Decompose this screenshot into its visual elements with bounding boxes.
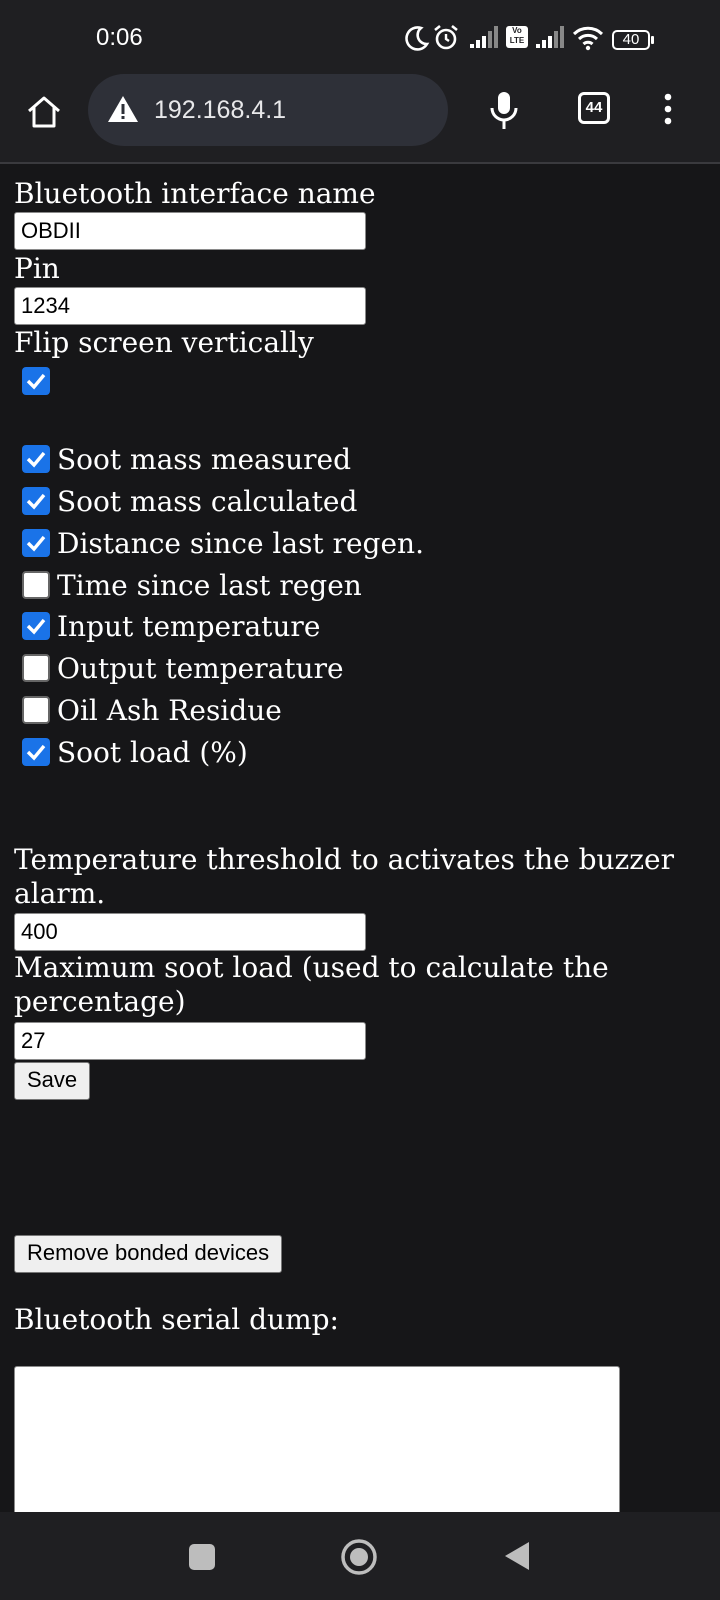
browser-toolbar: [0, 80, 720, 164]
bt-name-label: Bluetooth interface name: [14, 177, 376, 210]
serial-dump-label: Bluetooth serial dump:: [14, 1303, 339, 1336]
url-text: 192.168.4.1: [154, 96, 287, 124]
check-icon: [25, 615, 47, 637]
moon-icon: [404, 24, 430, 52]
warning-icon[interactable]: [106, 94, 140, 124]
address-bar[interactable]: [88, 74, 448, 146]
temp-threshold-label-line1: Temperature threshold to activates the buzzer: [14, 843, 674, 876]
option-checkbox[interactable]: [22, 738, 50, 766]
more-icon[interactable]: [662, 92, 674, 128]
check-icon: [25, 448, 47, 470]
back-icon[interactable]: [503, 1540, 531, 1572]
alarm-icon: [432, 24, 460, 52]
pin-label: Pin: [14, 252, 60, 285]
option-checkbox[interactable]: [22, 654, 50, 682]
option-checkbox[interactable]: [22, 487, 50, 515]
status-time: 0:06: [96, 24, 143, 51]
home-icon[interactable]: [340, 1538, 378, 1576]
system-nav-bar: [0, 1512, 720, 1600]
serial-dump-textarea[interactable]: [14, 1366, 620, 1516]
option-label: Soot load (%): [57, 736, 248, 769]
option-checkbox[interactable]: [22, 445, 50, 473]
option-checkbox[interactable]: [22, 696, 50, 724]
mic-icon[interactable]: [488, 90, 520, 132]
option-checkbox[interactable]: [22, 612, 50, 640]
tabs-icon[interactable]: 44: [578, 92, 610, 124]
option-label: Soot mass measured: [57, 443, 352, 476]
check-icon: [25, 532, 47, 554]
option-label: Distance since last regen.: [57, 527, 424, 560]
max-soot-label-line2: percentage): [14, 985, 186, 1018]
signal-icon: [470, 24, 500, 50]
pin-input[interactable]: 1234: [14, 287, 366, 325]
max-soot-label-line1: Maximum soot load (used to calculate the: [14, 951, 609, 984]
option-checkbox[interactable]: [22, 529, 50, 557]
bt-name-input[interactable]: OBDII: [14, 212, 366, 250]
option-label: Input temperature: [57, 610, 321, 643]
signal-icon: [536, 24, 566, 50]
remove-bonded-devices-button[interactable]: Remove bonded devices: [14, 1235, 282, 1273]
wifi-icon: [572, 24, 604, 52]
option-label: Time since last regen: [57, 569, 362, 602]
temp-threshold-label-line2: alarm.: [14, 877, 106, 910]
check-icon: [25, 490, 47, 512]
status-bar: [0, 0, 720, 80]
max-soot-input[interactable]: 27: [14, 1022, 366, 1060]
option-label: Output temperature: [57, 652, 344, 685]
check-icon: [25, 370, 47, 392]
option-label: Oil Ash Residue: [57, 694, 282, 727]
flip-label: Flip screen vertically: [14, 326, 314, 359]
volte-icon: Vo LTE: [506, 26, 528, 48]
check-icon: [25, 741, 47, 763]
save-button[interactable]: Save: [14, 1062, 90, 1100]
temp-threshold-input[interactable]: 400: [14, 913, 366, 951]
option-label: Soot mass calculated: [57, 485, 358, 518]
flip-checkbox[interactable]: [22, 367, 50, 395]
option-checkbox[interactable]: [22, 571, 50, 599]
battery-icon: 40: [612, 30, 650, 50]
home-icon[interactable]: [24, 92, 64, 132]
recents-icon[interactable]: [189, 1544, 215, 1570]
